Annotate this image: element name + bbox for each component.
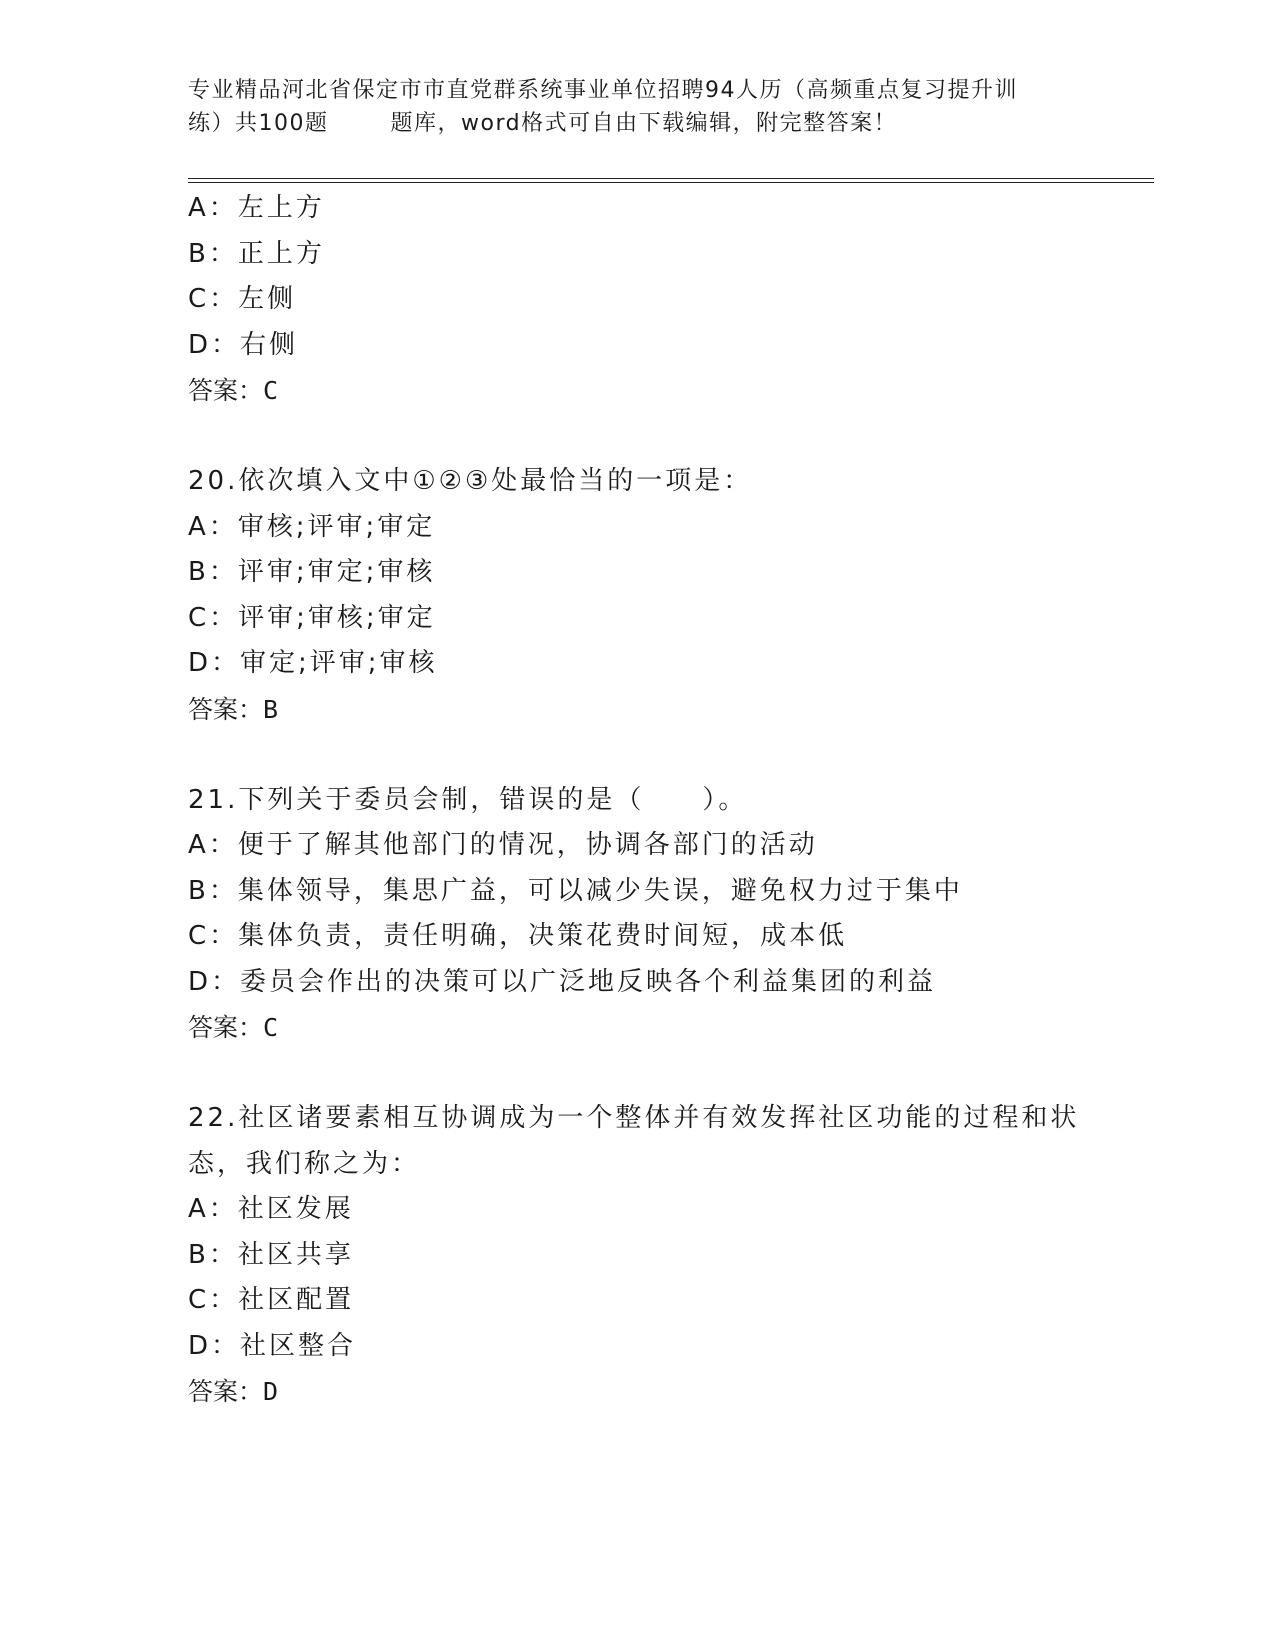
option-b: B：评审;审定;审核 xyxy=(188,557,436,587)
header-line-1: 专业精品河北省保定市市直党群系统事业单位招聘94人历（高频重点复习提升训 xyxy=(188,78,1018,103)
question-title: 20.依次填入文中①②③处最恰当的一项是： xyxy=(188,466,753,496)
option-a: A：便于了解其他部门的情况，协调各部门的活动 xyxy=(188,830,818,860)
option-c: C：评审;审核;审定 xyxy=(188,602,436,633)
answer-line: 答案：D xyxy=(188,1377,279,1406)
question-title-line-1: 22.社区诸要素相互协调成为一个整体并有效发挥社区功能的过程和状 xyxy=(188,1103,1080,1133)
option-d: D：委员会作出的决策可以广泛地反映各个利益集团的利益 xyxy=(188,966,937,997)
header-divider-bottom xyxy=(188,182,1154,183)
question-title-line-2: 态，我们称之为： xyxy=(188,1148,421,1179)
answer-line: 答案：C xyxy=(188,376,279,405)
header-line-2-end: 题库，word格式可自由下载编辑，附完整答案！ xyxy=(390,111,898,136)
option-b: B：集体领导，集思广益，可以减少失误，避免权力过于集中 xyxy=(188,875,963,906)
answer-line: 答案：B xyxy=(188,694,279,724)
question-content xyxy=(188,186,1088,1415)
header-line-2-start: 练）共100题 xyxy=(188,111,329,136)
option-b: B：正上方 xyxy=(188,238,325,269)
option-a: A：左上方 xyxy=(188,193,325,223)
question-20 xyxy=(188,459,1088,732)
option-d: D：右侧 xyxy=(188,329,299,360)
header-line-2 xyxy=(188,107,1078,140)
option-d: D：审定;评审;审核 xyxy=(188,648,438,678)
question-title: 21.下列关于委员会制，错误的是（ ）。 xyxy=(188,784,748,815)
option-c: C：左侧 xyxy=(188,284,297,314)
option-a: A：审核;评审;审定 xyxy=(188,511,436,542)
header-divider-top xyxy=(188,178,1154,179)
answer-line: 答案：C xyxy=(188,1013,279,1042)
option-d: D：社区整合 xyxy=(188,1330,357,1361)
option-a: A：社区发展 xyxy=(188,1194,354,1224)
question-22 xyxy=(188,1096,1088,1415)
option-c: C：集体负责，责任明确，决策花费时间短，成本低 xyxy=(188,921,848,951)
prev-question xyxy=(188,186,1088,414)
option-c: C：社区配置 xyxy=(188,1285,355,1315)
document-header xyxy=(188,74,1078,140)
question-21 xyxy=(188,778,1088,1051)
option-b: B：社区共享 xyxy=(188,1239,354,1270)
